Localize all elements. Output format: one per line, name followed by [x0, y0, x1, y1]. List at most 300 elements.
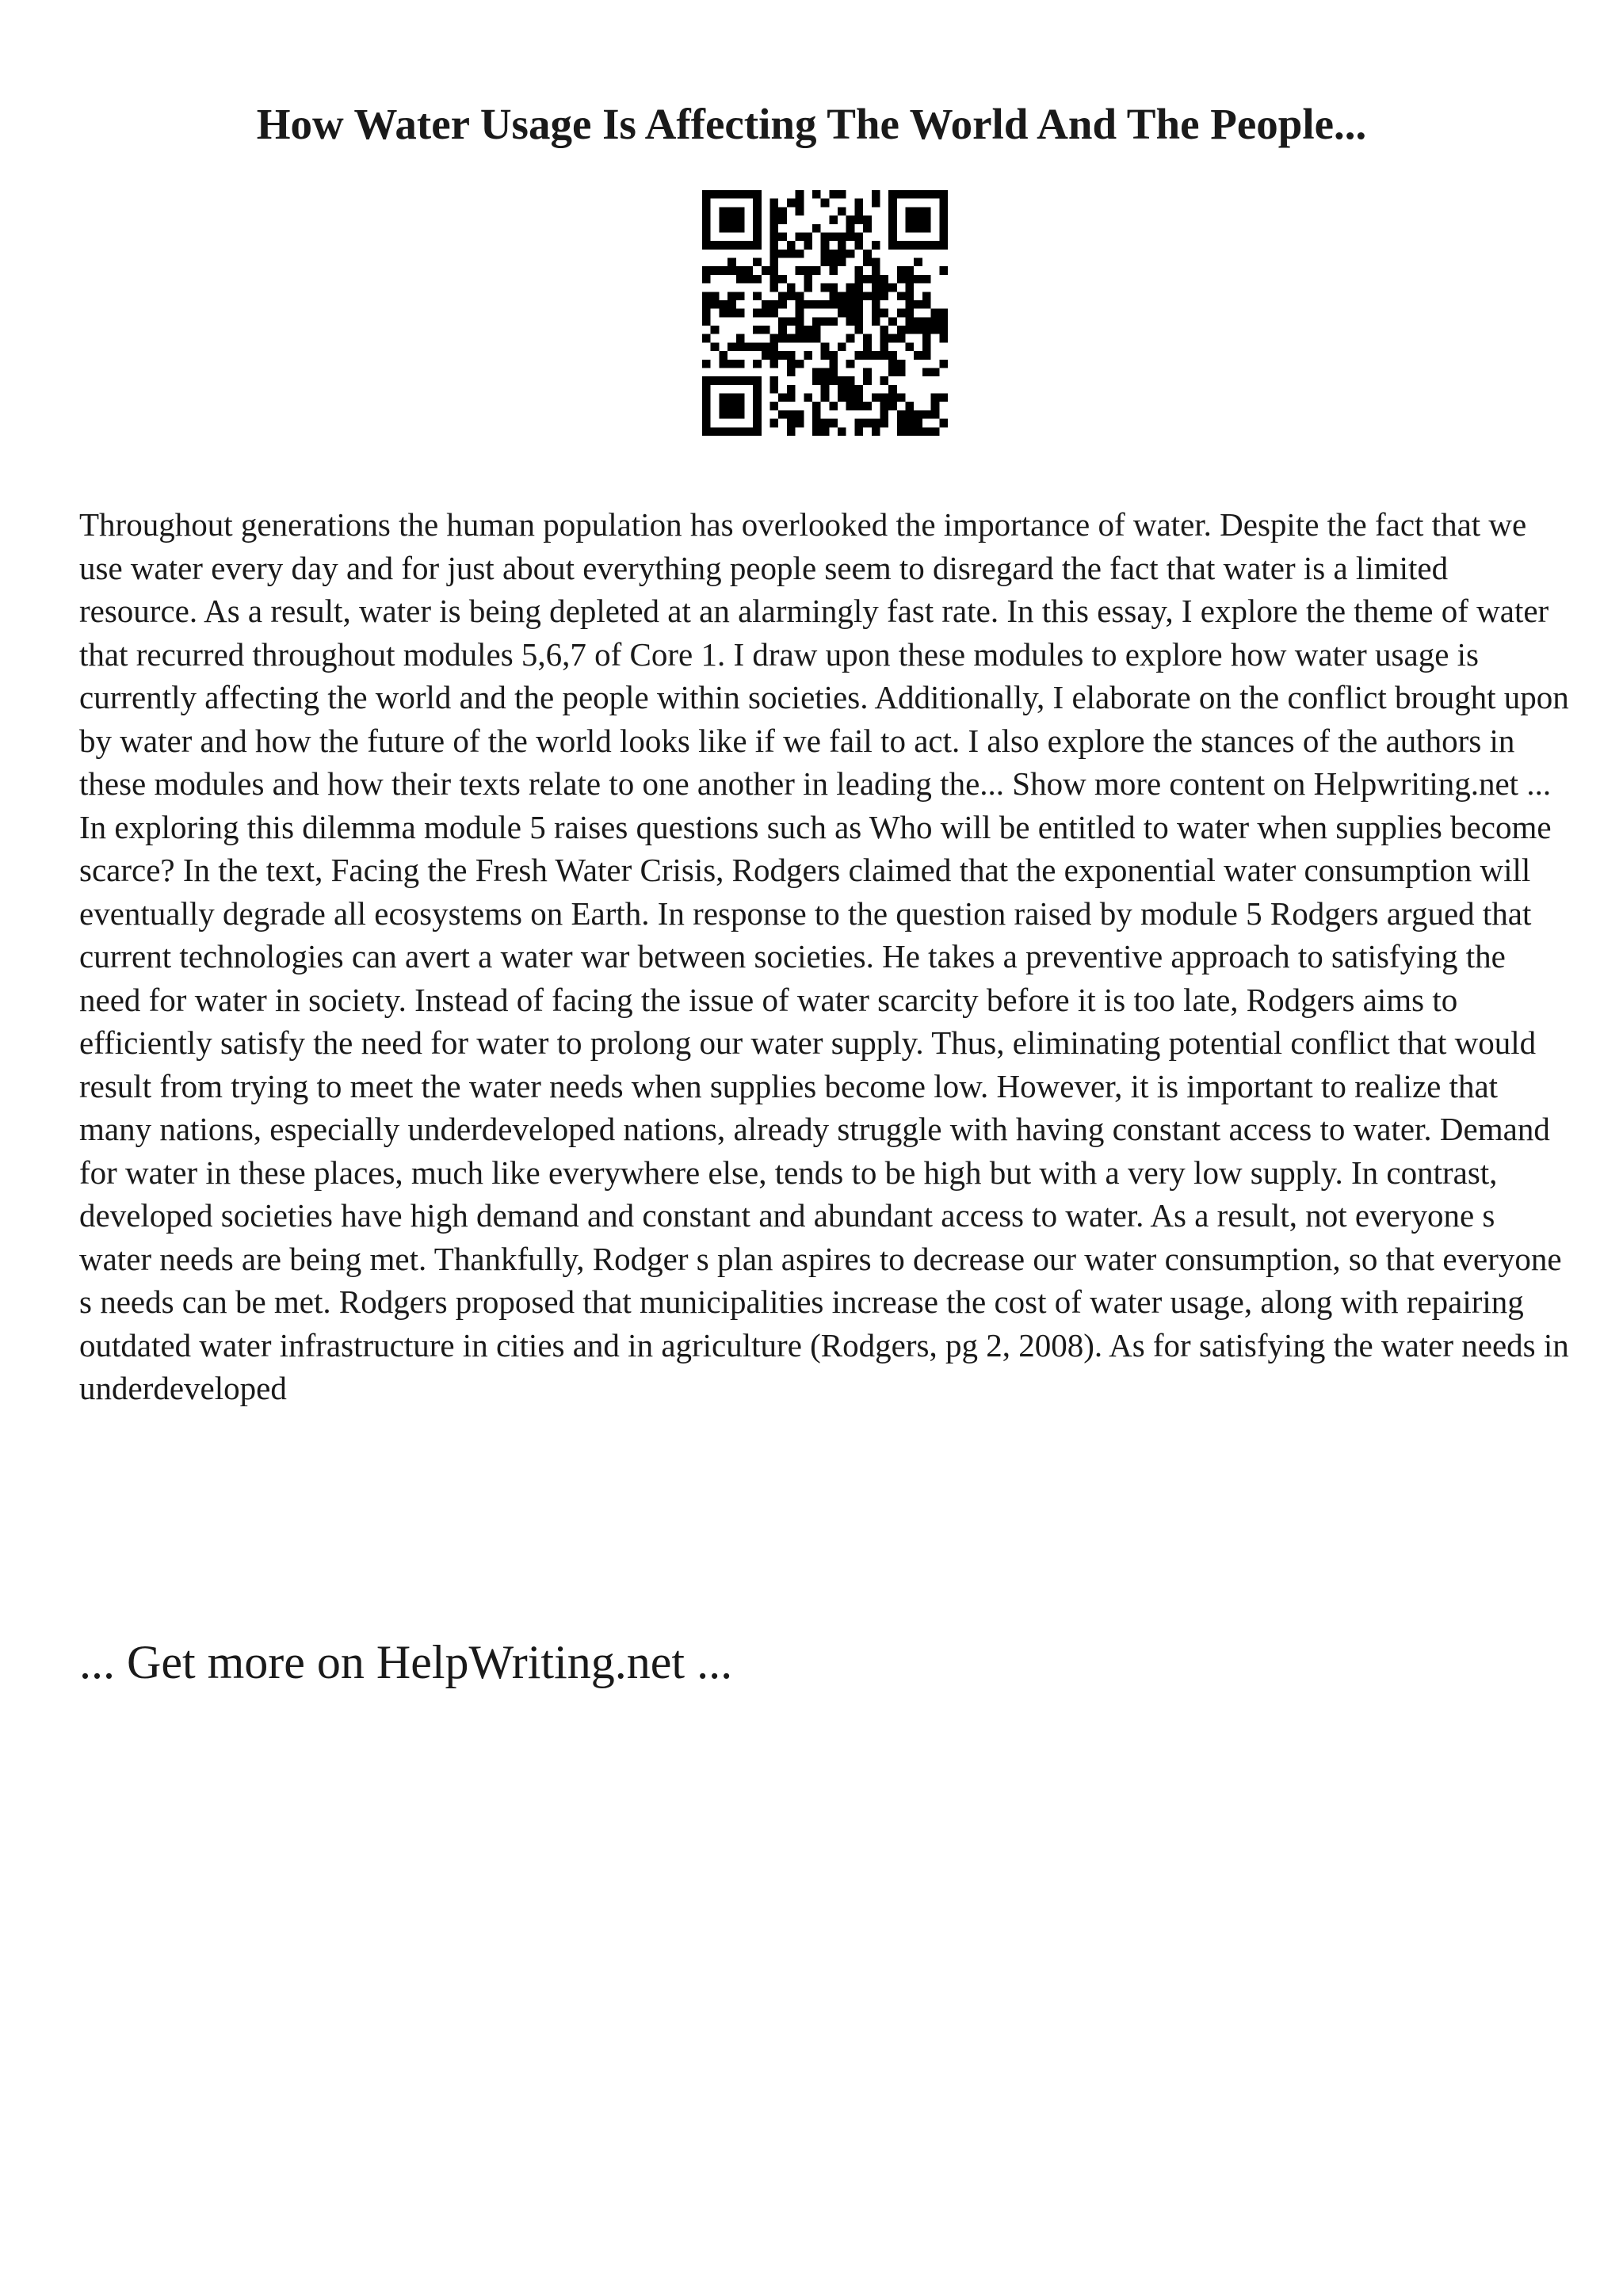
qr-module	[914, 190, 922, 199]
qr-module	[753, 394, 762, 402]
qr-module	[829, 317, 838, 326]
qr-module	[931, 317, 940, 326]
qr-module	[702, 309, 711, 318]
qr-module	[838, 207, 846, 215]
qr-module	[838, 300, 846, 309]
qr-module	[821, 376, 830, 385]
qr-module	[787, 199, 796, 208]
qr-module	[796, 419, 804, 428]
qr-module	[711, 326, 720, 334]
qr-module	[770, 309, 779, 318]
qr-module	[812, 300, 821, 309]
qr-module	[770, 360, 779, 368]
qr-module	[829, 190, 838, 199]
essay-body	[79, 503, 1569, 1410]
qr-module	[906, 342, 915, 351]
qr-module	[888, 207, 897, 215]
qr-module	[846, 334, 855, 343]
qr-module	[880, 342, 888, 351]
qr-module	[897, 309, 906, 318]
qr-module	[736, 360, 745, 368]
qr-module	[778, 410, 787, 419]
qr-module	[854, 402, 863, 410]
qr-module	[922, 224, 931, 233]
qr-module	[838, 241, 846, 250]
qr-module	[702, 385, 711, 394]
qr-module	[939, 199, 948, 208]
qr-module	[702, 292, 711, 300]
qr-module	[770, 300, 779, 309]
essay-paragraph-2: In exploring this dilemma module 5 raises questions such as Who will be entitled to water when supplies become scarce? In the text, Facing the Fresh Water Crisis, Rodgers claimed that the exponential water consumption will eventually degrade all ecosystems on Earth. In response to the question raised by module 5 Rodgers argued that current technologies can avert a water war between societies. He takes a preventive approach to satisfying the need for water in society. Instead of facing the issue of water scarcity before it is too late, Rodgers aims to efficiently satisfy the need for water to prolong our water supply. Thus, eliminating potential conflict that would result from trying to meet the water needs when supplies become low. However, it is important to realize that many nations, especially underdeveloped nations, already struggle with having constant access to water. Demand for water in these places, much like everywhere else, tends to be high but with a very low supply. In contrast, developed societies have high demand and constant and abundant access to water. As a result, not everyone s water needs are being met. Thankfully, Rodger s plan aspires to decrease our water consumption, so that everyone s needs can be met. Rodgers proposed that municipalities increase the cost of water usage, along with repairing outdated water infrastructure in cities and in agriculture (Rodgers, pg 2, 2008). As for satisfying the water needs in underdeveloped	[79, 808, 1569, 1406]
qr-module	[727, 190, 736, 199]
qr-module	[787, 250, 796, 258]
qr-module	[796, 266, 804, 275]
qr-module	[863, 292, 872, 300]
qr-module	[914, 224, 922, 233]
qr-module	[727, 241, 736, 250]
qr-module	[736, 224, 745, 233]
qr-module	[880, 326, 888, 334]
qr-module	[787, 360, 796, 368]
qr-module	[880, 334, 888, 343]
qr-module	[863, 334, 872, 343]
qr-module	[922, 368, 931, 376]
qr-module	[736, 266, 745, 275]
qr-module	[914, 300, 922, 309]
qr-module	[778, 334, 787, 343]
qr-module	[838, 292, 846, 300]
qr-module	[888, 284, 897, 292]
qr-module	[770, 258, 779, 267]
qr-module	[702, 360, 711, 368]
qr-module	[702, 224, 711, 233]
qr-module	[804, 300, 812, 309]
qr-module	[736, 334, 745, 343]
qr-module	[787, 385, 796, 394]
qr-module	[872, 199, 880, 208]
qr-module	[846, 250, 855, 258]
qr-module	[939, 232, 948, 241]
qr-module	[888, 368, 897, 376]
qr-module	[770, 376, 779, 385]
qr-module	[787, 427, 796, 436]
qr-module	[719, 241, 727, 250]
qr-module	[727, 309, 736, 318]
qr-module	[872, 284, 880, 292]
qr-module	[702, 190, 711, 199]
qr-module	[778, 207, 787, 215]
qr-module	[753, 199, 762, 208]
qr-module	[939, 309, 948, 318]
qr-module	[812, 368, 821, 376]
qr-module	[829, 419, 838, 428]
qr-module	[838, 250, 846, 258]
qr-module	[922, 190, 931, 199]
qr-module	[753, 376, 762, 385]
qr-module	[727, 224, 736, 233]
qr-module	[854, 199, 863, 208]
qr-module	[939, 266, 948, 275]
qr-module	[702, 300, 711, 309]
qr-module	[702, 232, 711, 241]
qr-module	[821, 427, 830, 436]
qr-module	[829, 292, 838, 300]
qr-module	[897, 334, 906, 343]
qr-module	[736, 275, 745, 284]
qr-module	[863, 215, 872, 224]
qr-module	[914, 419, 922, 428]
qr-module	[702, 334, 711, 343]
qr-module	[702, 266, 711, 275]
qr-module	[897, 241, 906, 250]
qr-module	[838, 232, 846, 241]
qr-module	[719, 376, 727, 385]
qr-module	[753, 215, 762, 224]
qr-module	[736, 241, 745, 250]
qr-module	[897, 368, 906, 376]
qr-module	[753, 410, 762, 419]
qr-module	[770, 241, 779, 250]
qr-module	[727, 342, 736, 351]
qr-module	[922, 317, 931, 326]
qr-module	[888, 385, 897, 394]
qr-module	[727, 266, 736, 275]
qr-module	[796, 300, 804, 309]
qr-module	[931, 402, 940, 410]
qr-module	[787, 284, 796, 292]
qr-module	[897, 190, 906, 199]
qr-module	[812, 402, 821, 410]
qr-module	[829, 368, 838, 376]
qr-module	[804, 326, 812, 334]
qr-module	[829, 300, 838, 309]
qr-module	[846, 376, 855, 385]
qr-module	[762, 342, 770, 351]
qr-module	[939, 190, 948, 199]
qr-module	[906, 275, 915, 284]
qr-module	[906, 284, 915, 292]
qr-module	[762, 266, 770, 275]
qr-module	[804, 351, 812, 360]
qr-module	[821, 317, 830, 326]
qr-module	[711, 292, 720, 300]
qr-module	[736, 402, 745, 410]
qr-module	[854, 232, 863, 241]
qr-module	[846, 360, 855, 368]
qr-module	[914, 241, 922, 250]
qr-module	[711, 190, 720, 199]
qr-module	[744, 241, 753, 250]
qr-module	[812, 419, 821, 428]
qr-module	[787, 334, 796, 343]
qr-module	[906, 317, 915, 326]
qr-module	[821, 232, 830, 241]
qr-module	[821, 250, 830, 258]
qr-module	[872, 258, 880, 267]
qr-module	[787, 317, 796, 326]
qr-module	[727, 300, 736, 309]
qr-module	[812, 410, 821, 419]
qr-module	[753, 232, 762, 241]
qr-module	[778, 317, 787, 326]
qr-module	[770, 334, 779, 343]
qr-module	[863, 351, 872, 360]
qr-module	[770, 419, 779, 428]
qr-module	[880, 419, 888, 428]
qr-module	[922, 427, 931, 436]
qr-module	[906, 419, 915, 428]
qr-module	[897, 394, 906, 402]
qr-module	[854, 207, 863, 215]
qr-module	[897, 410, 906, 419]
qr-module	[872, 300, 880, 309]
qr-module	[702, 427, 711, 436]
qr-module	[906, 402, 915, 410]
qr-module	[906, 326, 915, 334]
qr-module	[846, 385, 855, 394]
qr-module	[872, 317, 880, 326]
qr-module	[838, 190, 846, 199]
qr-module	[922, 326, 931, 334]
qr-module	[914, 207, 922, 215]
qr-module	[872, 275, 880, 284]
qr-module	[770, 275, 779, 284]
qr-module	[702, 241, 711, 250]
qr-module	[914, 410, 922, 419]
qr-module	[922, 275, 931, 284]
qr-module	[897, 326, 906, 334]
qr-module	[888, 402, 897, 410]
qr-module	[829, 232, 838, 241]
qr-module	[880, 275, 888, 284]
qr-module	[702, 419, 711, 428]
qr-module	[846, 402, 855, 410]
qr-module	[736, 215, 745, 224]
qr-module	[888, 241, 897, 250]
qr-module	[880, 351, 888, 360]
qr-module	[880, 284, 888, 292]
qr-module	[702, 402, 711, 410]
qr-module	[744, 342, 753, 351]
qr-module	[829, 258, 838, 267]
qr-module	[711, 241, 720, 250]
qr-module	[778, 215, 787, 224]
qr-module	[872, 266, 880, 275]
qr-module	[872, 351, 880, 360]
qr-module	[770, 342, 779, 351]
qr-module	[829, 360, 838, 368]
qr-module	[931, 368, 940, 376]
qr-code-icon	[702, 190, 948, 436]
qr-module	[880, 309, 888, 318]
qr-module	[753, 326, 762, 334]
qr-module	[727, 394, 736, 402]
qr-module	[888, 190, 897, 199]
qr-module	[854, 309, 863, 318]
qr-module	[796, 207, 804, 215]
qr-module	[770, 402, 779, 410]
qr-module	[854, 266, 863, 275]
qr-module	[719, 190, 727, 199]
qr-module	[914, 258, 922, 267]
qr-module	[939, 241, 948, 250]
qr-module	[888, 317, 897, 326]
qr-module	[719, 351, 727, 360]
qr-module	[939, 215, 948, 224]
qr-module	[906, 300, 915, 309]
qr-module	[821, 258, 830, 267]
qr-module	[888, 351, 897, 360]
qr-module	[719, 207, 727, 215]
qr-module	[796, 334, 804, 343]
qr-module	[922, 241, 931, 250]
qr-module	[719, 266, 727, 275]
qr-module	[770, 199, 779, 208]
qr-module	[922, 351, 931, 360]
qr-module	[854, 215, 863, 224]
qr-module	[711, 342, 720, 351]
qr-module	[939, 207, 948, 215]
qr-module	[829, 376, 838, 385]
qr-module	[821, 419, 830, 428]
qr-module	[753, 224, 762, 233]
qr-module	[872, 190, 880, 199]
qr-module	[719, 410, 727, 419]
qr-module	[821, 351, 830, 360]
qr-module	[906, 266, 915, 275]
qr-module	[854, 284, 863, 292]
qr-module	[854, 241, 863, 250]
qr-module	[804, 241, 812, 250]
qr-module	[770, 385, 779, 394]
qr-module	[753, 385, 762, 394]
qr-module	[914, 427, 922, 436]
qr-module	[770, 207, 779, 215]
qr-module	[796, 199, 804, 208]
qr-module	[744, 266, 753, 275]
qr-module	[804, 266, 812, 275]
qr-module	[906, 427, 915, 436]
qr-module	[770, 266, 779, 275]
qr-module	[753, 419, 762, 428]
qr-module	[719, 224, 727, 233]
qr-module	[719, 427, 727, 436]
qr-module	[906, 224, 915, 233]
qr-module	[770, 224, 779, 233]
qr-module	[702, 394, 711, 402]
qr-module	[812, 266, 821, 275]
qr-module	[906, 207, 915, 215]
qr-module	[821, 394, 830, 402]
qr-module	[863, 376, 872, 385]
qr-module	[719, 309, 727, 318]
qr-module	[931, 190, 940, 199]
qr-module	[727, 215, 736, 224]
qr-module	[854, 351, 863, 360]
qr-module	[939, 317, 948, 326]
qr-module	[846, 292, 855, 300]
qr-module	[854, 292, 863, 300]
qr-module	[846, 309, 855, 318]
qr-module	[906, 410, 915, 419]
qr-module	[888, 224, 897, 233]
qr-module	[796, 309, 804, 318]
qr-module	[829, 250, 838, 258]
qr-module	[762, 300, 770, 309]
qr-module	[702, 410, 711, 419]
qr-module	[727, 402, 736, 410]
qr-module	[736, 376, 745, 385]
qr-module	[778, 300, 787, 309]
qr-module	[888, 215, 897, 224]
qr-module	[854, 300, 863, 309]
qr-module	[796, 326, 804, 334]
qr-module	[796, 232, 804, 241]
qr-module	[736, 342, 745, 351]
qr-module	[914, 317, 922, 326]
qr-module	[863, 250, 872, 258]
qr-module	[702, 215, 711, 224]
qr-module	[939, 419, 948, 428]
qr-module	[922, 334, 931, 343]
qr-module	[744, 275, 753, 284]
qr-module	[872, 427, 880, 436]
qr-module	[914, 215, 922, 224]
qr-module	[846, 284, 855, 292]
qr-module	[804, 284, 812, 292]
qr-module	[931, 394, 940, 402]
qr-module	[804, 334, 812, 343]
qr-module	[736, 410, 745, 419]
qr-module	[863, 275, 872, 284]
qr-module	[753, 258, 762, 267]
qr-module	[796, 250, 804, 258]
qr-module	[829, 402, 838, 410]
qr-module	[880, 292, 888, 300]
qr-module	[821, 342, 830, 351]
qr-module	[863, 368, 872, 376]
qr-module	[880, 410, 888, 419]
qr-module	[914, 275, 922, 284]
qr-module	[787, 292, 796, 300]
qr-module	[736, 394, 745, 402]
qr-module	[829, 351, 838, 360]
qr-module	[787, 394, 796, 402]
qr-module	[796, 410, 804, 419]
qr-module	[812, 224, 821, 233]
qr-module	[888, 199, 897, 208]
qr-module	[863, 258, 872, 267]
qr-module	[854, 419, 863, 428]
qr-module	[854, 394, 863, 402]
qr-module	[804, 232, 812, 241]
qr-module	[914, 351, 922, 360]
qr-module	[906, 241, 915, 250]
qr-module	[753, 190, 762, 199]
qr-module	[829, 215, 838, 224]
qr-module	[719, 402, 727, 410]
qr-module	[778, 394, 787, 402]
qr-module	[778, 232, 787, 241]
get-more-link[interactable]: ... Get more on HelpWriting.net ...	[79, 1636, 733, 1688]
qr-module	[744, 376, 753, 385]
qr-module	[906, 292, 915, 300]
qr-module	[787, 410, 796, 419]
qr-module	[753, 309, 762, 318]
qr-module	[702, 207, 711, 215]
qr-module	[888, 334, 897, 343]
qr-module	[846, 394, 855, 402]
